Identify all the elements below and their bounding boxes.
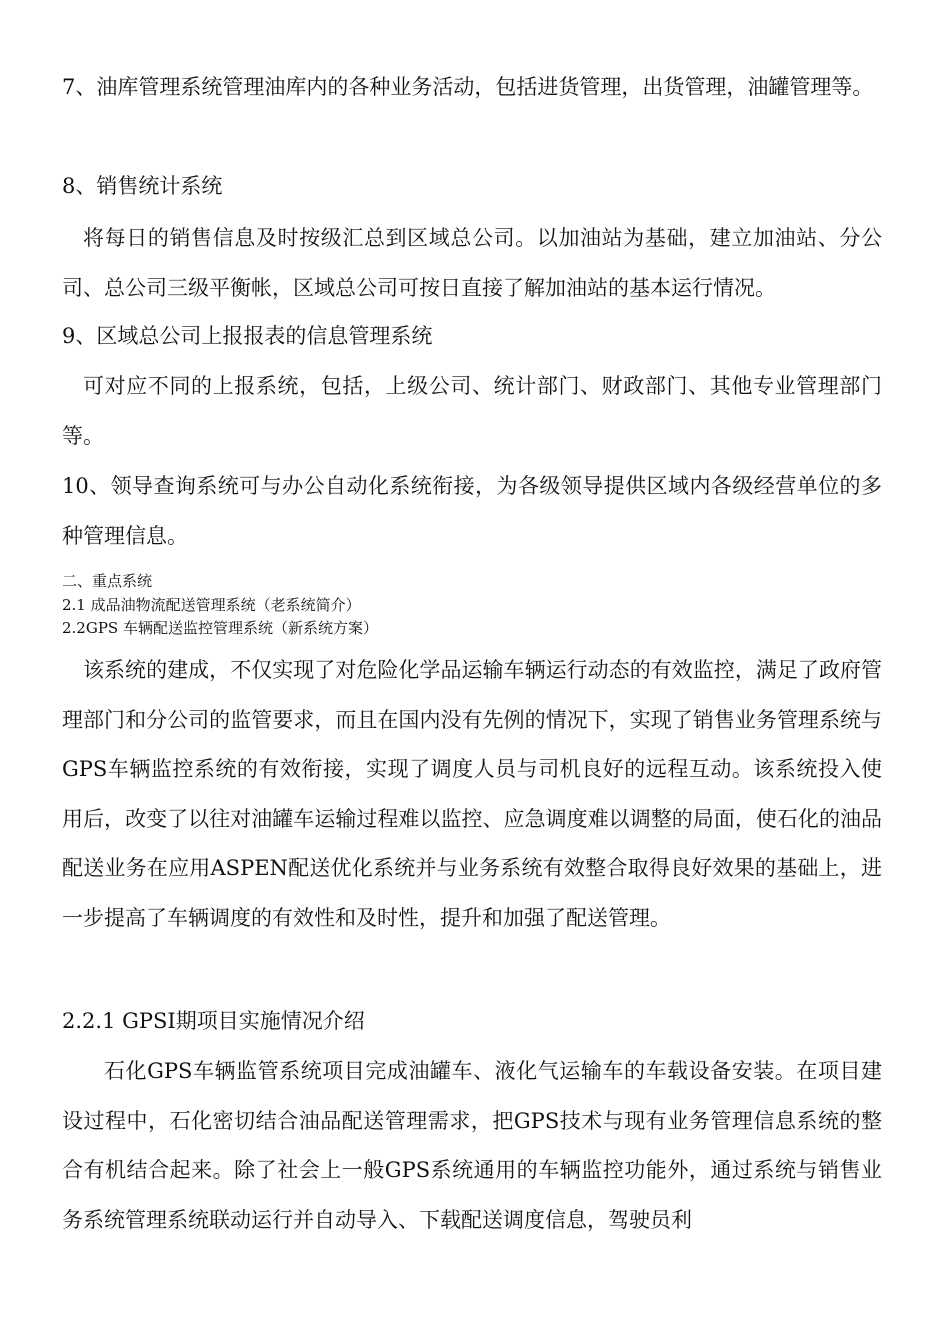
section-2-2-heading: 2.2GPS 车辆配送监控管理系统（新系统方案） [62, 619, 378, 637]
item-10-paragraph: 10、领导查询系统可与办公自动化系统衔接，为各级领导提供区域内各级经营单位的多种管理信息。 [62, 474, 882, 548]
item-8-body: 将每日的销售信息及时按级汇总到区域总公司。以加油站为基础，建立加油站、分公司、总公司三级平衡帐，区域总公司可按日直接了解加油站的基本运行情况。 [62, 226, 882, 300]
section-2-2-paragraph: 该系统的建成，不仅实现了对危险化学品运输车辆运行动态的有效监控，满足了政府管理部门和分公司的监管要求，而且在国内没有先例的情况下，实现了销售业务管理系统与GPS车辆监控系统的有效衔接，实现了调度人员与司机良好的远程互动。该系统投入使用后，改变了以往对油罐车运输过程难以监控、应急调度难以调整的局面，使石化的油品配送业务在应用ASPEN配送优化系统并与业务系统有效整合取得良好效果的基础上，进一步提高了车辆调度的有效性和及时性，提升和加强了配送管理。 [62, 658, 882, 930]
item-9-title: 9、区域总公司上报报表的信息管理系统 [62, 324, 433, 348]
item-8-title: 8、销售统计系统 [62, 174, 223, 198]
section-2-heading: 二、重点系统 [62, 572, 153, 590]
section-2-2-1-heading: 2.2.1 GPSI期项目实施情况介绍 [62, 1009, 365, 1033]
section-2-2-1-paragraph: 石化GPS车辆监管系统项目完成油罐车、液化气运输车的车载设备安装。在项目建设过程中，石化密切结合油品配送管理需求，把GPS技术与现有业务管理信息系统的整合有机结合起来。除了社会上一般GPS系统通用的车辆监控功能外，通过系统与销售业务系统管理系统联动运行并自动导入、下载配送调度信息，驾驶员利 [62, 1059, 882, 1232]
section-2-1-heading: 2.1 成品油物流配送管理系统（老系统简介） [62, 596, 361, 614]
item-7-paragraph: 7、油库管理系统管理油库内的各种业务活动，包括进货管理，出货管理，油罐管理等。 [62, 75, 874, 99]
item-9-body: 可对应不同的上报系统，包括，上级公司、统计部门、财政部门、其他专业管理部门等。 [62, 374, 882, 448]
